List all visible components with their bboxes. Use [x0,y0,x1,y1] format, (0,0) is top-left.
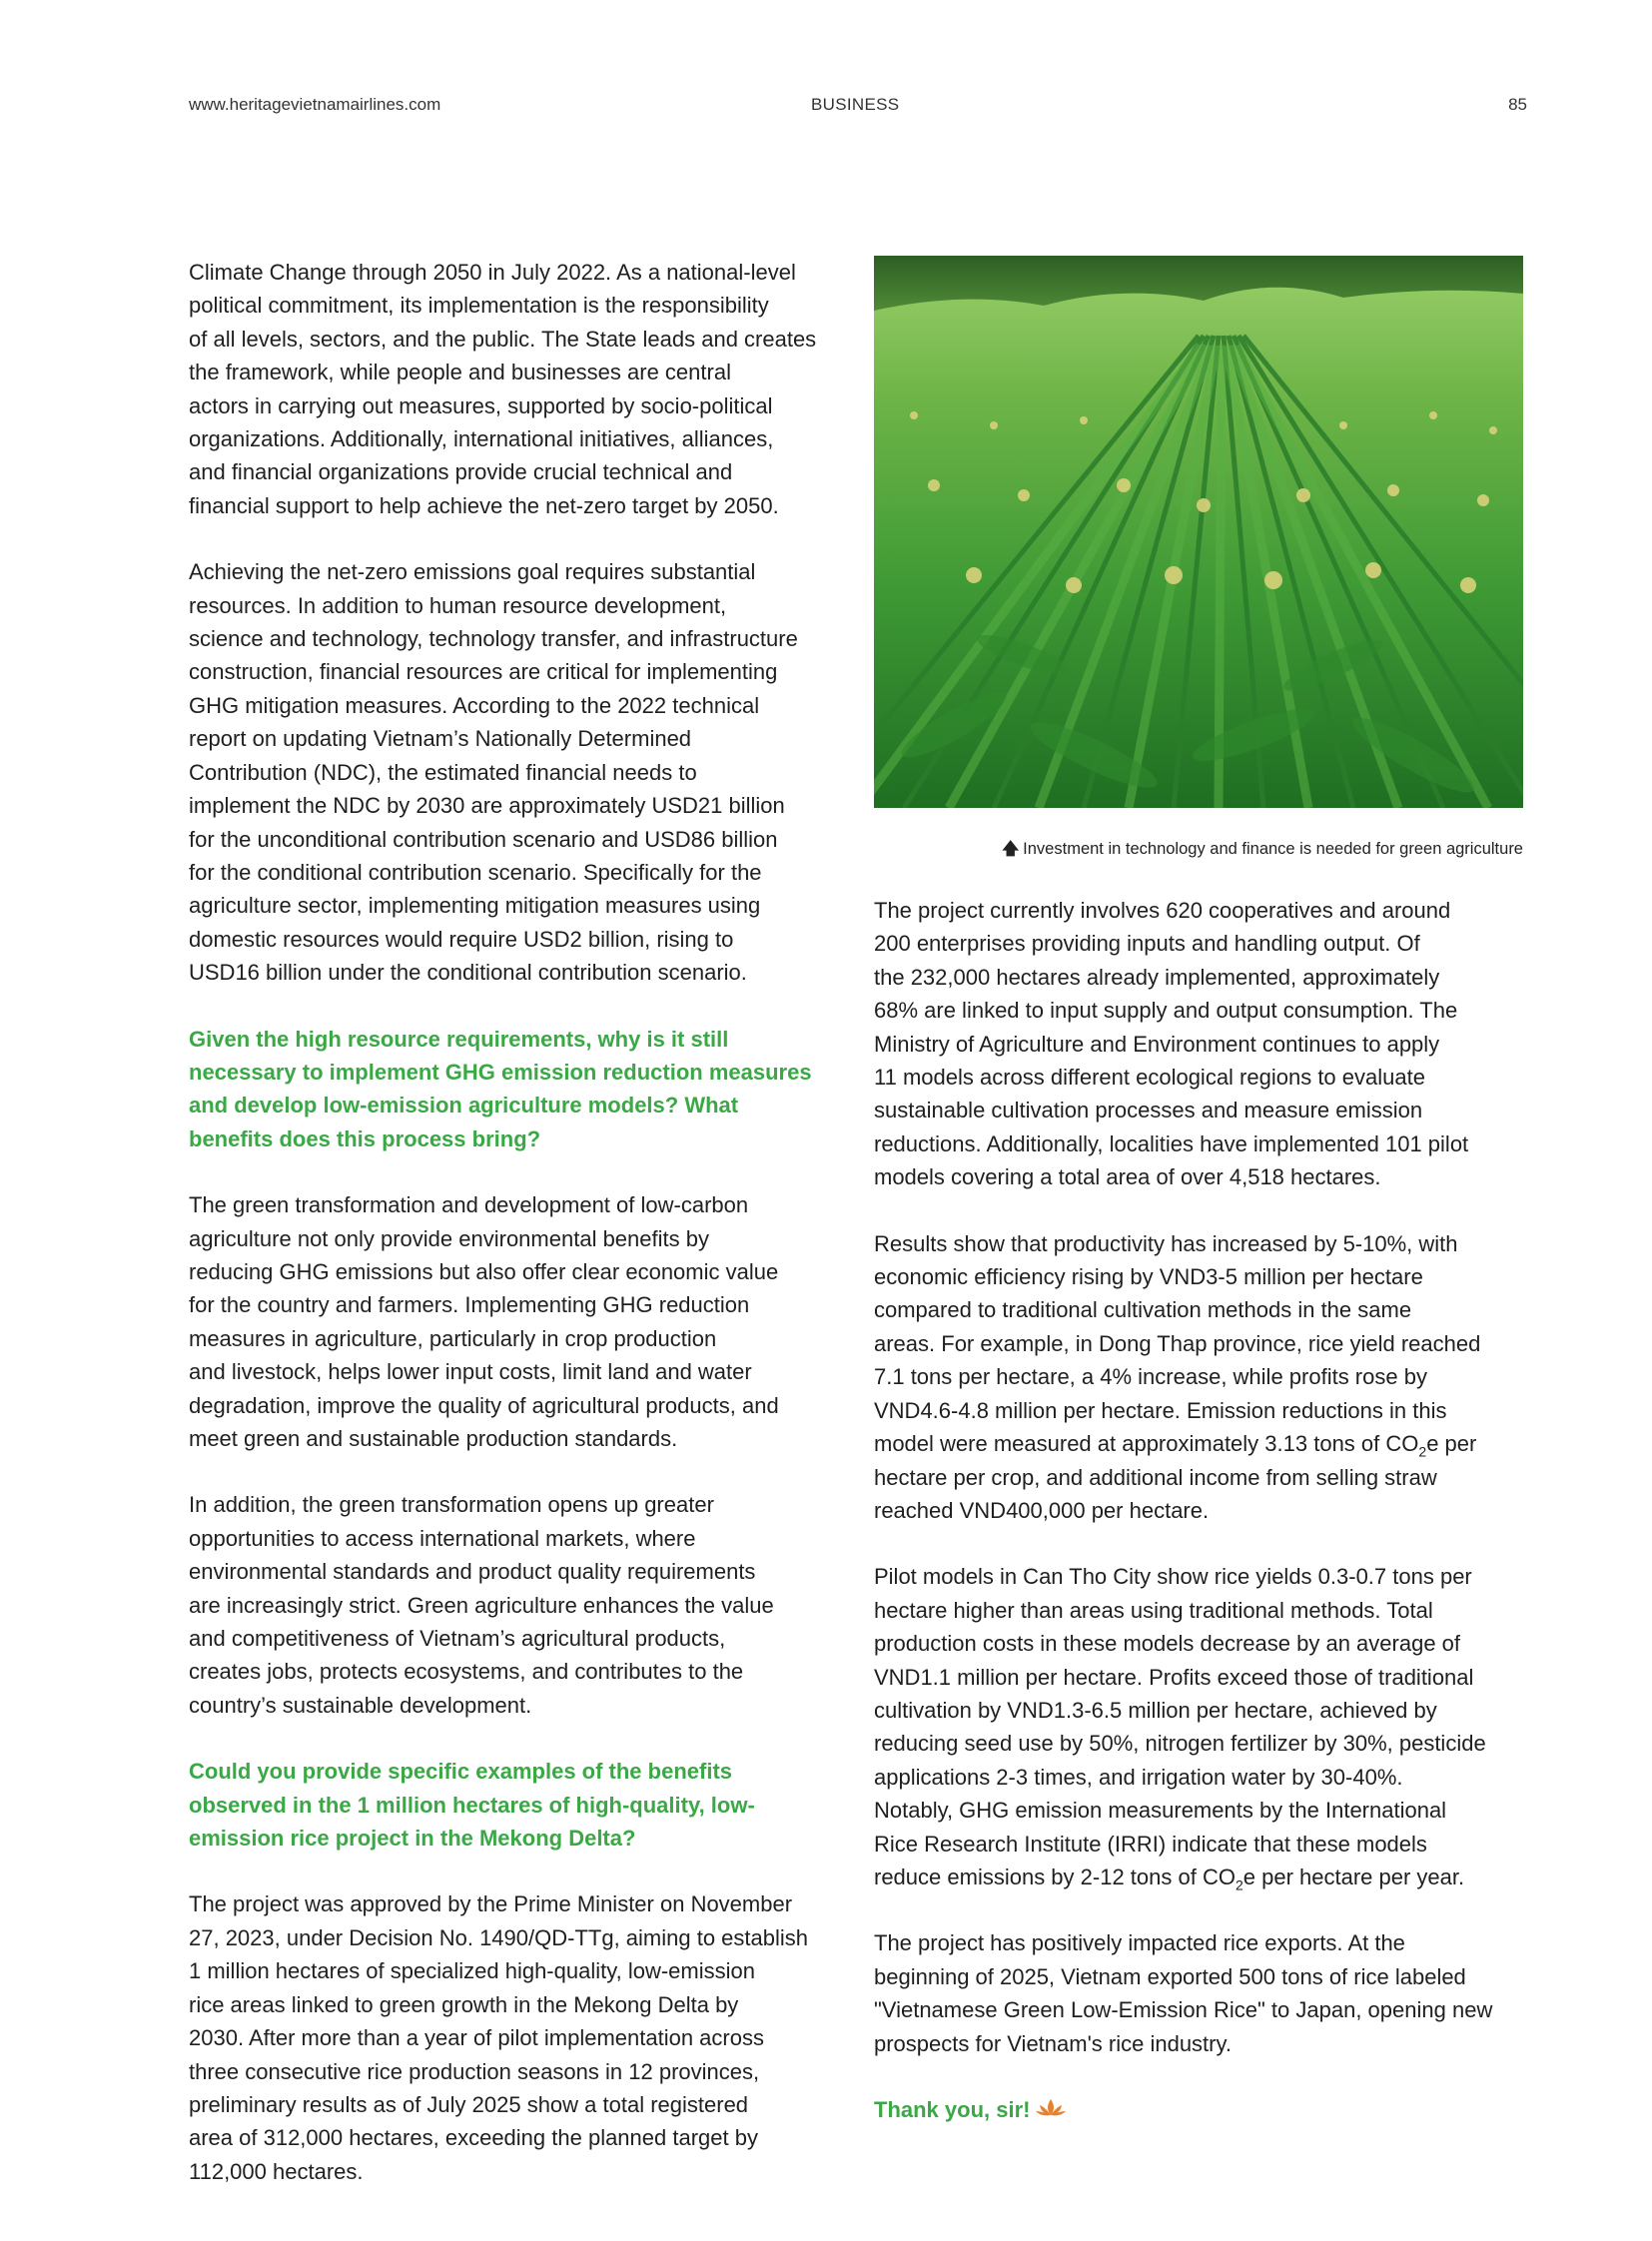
paragraph: In addition, the green transformation opens up greater opportunities to access international markets, where environmental standards and product quality requirements are increasingly strict. Green agriculture enhances the value and competitiveness of Vietnam’s agricultural products, creates jobs, protects ecosystems, and contributes to the country’s sustainable development. [189,1492,774,1718]
interview-question: Could you provide specific examples of the benefits observed in the 1 million hectares of high-quality, low- emission rice project in the Mekong Delta? [189,1759,755,1852]
paragraph: Pilot models in Can Tho City show rice yields 0.3-0.7 tons per hectare higher than areas using traditional methods. Total production costs in these models decrease by an average of VND1.1 million per hectare. Profits exceed those of traditional cultivation by VND1.3-6.5 million per hectare, achieved by reducing seed use by 50%, nitrogen fertilizer by 30%, pesticide applications 2-3 times, and irrigation water by 30-40%. Notably, GHG emission measurements by the International Rice Research Institute (IRRI) indicate that these models reduce emissions by 2-12 tons of $CO_2e$ per hectare per year. [874,1564,1486,1893]
paragraph: Results show that productivity has increased by 5-10%, with economic efficiency rising by VND3-5 million per hectare compared to traditional cultivation methods in the same areas. For example, in Dong Thap province, rice yield reached 7.1 tons per hectare, a 4% increase, while profits rose by VND4.6-4.8 million per hectare. Emission reductions in this model were measured at approximately 3.13 tons of $CO_2e$ per hectare per crop, and additional income from selling straw reached VND400,000 per hectare. [874,1230,1481,1523]
lotus-icon [1036,2093,1066,2126]
paragraph: The project currently involves 620 cooperatives and around 200 enterprises providing inputs and handling output. Of the 232,000 hectares already implemented, approximately 68% are linked to input supply and output consumption. The Ministry of Agriculture and Environment continues to apply 11 models across different ecological regions to evaluate sustainable cultivation processes and measure emission reductions. Additionally, localities have implemented 101 pilot models covering a total area of over 4,518 hectares. [874,898,1469,1190]
paragraph: Achieving the net-zero emissions goal requires substantial resources. In addition to human resource development, science and technology, technology transfer, and infrastructure construction, financial resources are critical for implementing GHG mitigation measures. According to the 2022 technical report on updating Vietnam’s Nationally Determined Contribution (NDC), the estimated financial needs to implement the NDC by 2030 are approximately USD21 billion for the unconditional contribution scenario and USD86 billion for the conditional contribution scenario. Specifically for the agriculture sector, implementing mitigation measures using domestic resources would require USD2 billion, rising to USD16 billion under the conditional contribution scenario. [189,559,798,986]
closing-line [874,2093,1066,2126]
page-header [189,95,1527,119]
website-url[interactable]: www.heritagevietnamairlines.com [189,95,441,114]
paragraph: The project has positively impacted rice exports. At the beginning of 2025, Vietnam exported 500 tons of rice labeled "Vietnamese Green Low-Emission Rice" to Japan, opening new prospects for Vietnam's rice industry. [874,1930,1493,2056]
paragraph: The green transformation and development of low-carbon agriculture not only provide environmental benefits by reducing GHG emissions but also offer clear economic value for the country and farmers. Implementing GHG reduction measures in agriculture, particularly in crop production and livestock, helps lower input costs, limit land and water degradation, improve the quality of agricultural products, and meet green and sustainable production standards. [189,1192,779,1451]
interview-question: Given the high resource requirements, why is it still necessary to implement GHG emission reduction measures and develop low-emission agriculture models? What benefits does this process bring? [189,1026,812,1151]
subscript: 2 [1418,1443,1427,1460]
left-column [189,256,838,2188]
thanks-text: Thank you, sir! [874,2097,1031,2122]
arrow-up-icon: 🡅 [1002,840,1020,858]
caption-text: Investment in technology and finance is needed for green agriculture [1023,840,1523,858]
cornfield-photo [874,256,1523,808]
subscript: 2 [1235,1876,1243,1893]
section-label: BUSINESS [811,95,900,114]
paragraph: The project was approved by the Prime Minister on November 27, 2023, under Decision No. 1490/QD-TTg, aiming to establish 1 million hectares of specialized high-quality, low-emission rice areas linked to green growth in the Mekong Delta by 2030. After more than a year of pilot implementation across three consecutive rice production seasons in 12 provinces, preliminary results as of July 2025 show a total registered area of 312,000 hectares, exceeding the planned target by 112,000 hectares. [189,1891,808,2184]
photo-caption [874,837,1523,865]
paragraph: Climate Change through 2050 in July 2022. As a national-level political commitment, its implementation is the responsibility of all levels, sectors, and the public. The State leads and creates the framework, while people and businesses are central actors in carrying out measures, supported by socio-political organizations. Additionally, international initiatives, alliances, and financial organizations provide crucial technical and financial support to help achieve the net-zero target by 2050. [189,260,817,518]
right-column [874,894,1533,2126]
page-number: 85 [1508,95,1527,114]
